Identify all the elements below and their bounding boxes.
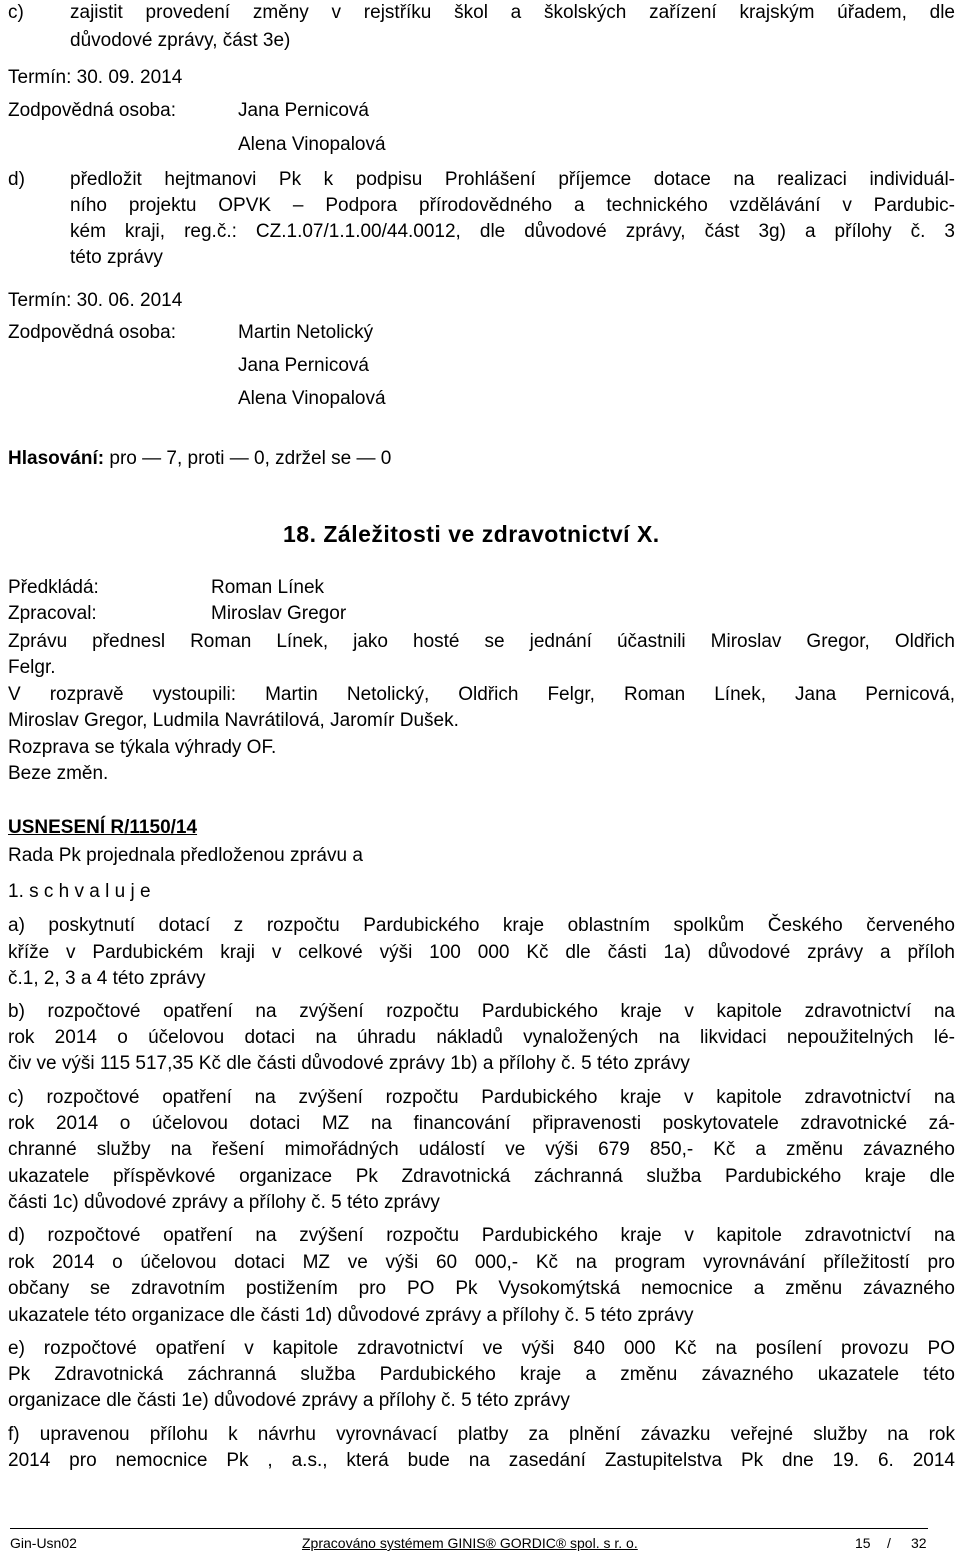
voting-result: pro — 7, proti — 0, zdržel se — 0 xyxy=(109,448,392,469)
resolution-a-line: a) poskytnutí dotací z rozpočtu Pardubického kraje oblastním spolkům Českého červeného xyxy=(8,915,955,936)
footer-page-current: 15 xyxy=(855,1535,871,1551)
item-c-deadline: Termín: 30. 09. 2014 xyxy=(8,67,183,88)
item-d-line4: této zprávy xyxy=(70,247,163,268)
resolution-d-line: ukazatele této organizace dle části 1d) důvodové zprávy a přílohy č. 5 této zprávy xyxy=(8,1305,694,1326)
resolution-c-line: chranné služby na řešení mimořádných událostí ve výši 679 850,- Kč a změnu závazného xyxy=(8,1139,955,1160)
presenter-label: Předkládá: xyxy=(8,577,99,598)
report-line: Zprávu přednesl Roman Línek, jako hosté se jednání účastnili Miroslav Gregor, Oldřich xyxy=(8,631,955,652)
item-d-line1: předložit hejtmanovi Pk k podpisu Prohlášení příjemce dotace na realizaci individuál- xyxy=(70,169,955,190)
footer-page-total: 32 xyxy=(911,1535,927,1551)
item-d-responsible-label: Zodpovědná osoba: xyxy=(8,322,176,343)
item-c-person: Alena Vinopalová xyxy=(238,134,386,155)
resolution-c-line: c) rozpočtové opatření na zvýšení rozpočtu Pardubického kraje v kapitole zdravotnictví na xyxy=(8,1087,955,1108)
resolution-f-line: f) upravenou přílohu k návrhu vyrovnávací platby za plnění závazku veřejné služby na rok xyxy=(8,1424,955,1445)
presenter-name: Roman Línek xyxy=(211,577,325,598)
resolution-a-line: kříže v Pardubickém kraji v celkové výši 100 000 Kč dle části 1a) důvodové zprávy a příloh xyxy=(8,942,955,963)
footer-page-separator: / xyxy=(887,1535,891,1551)
item-d-deadline: Termín: 30. 06. 2014 xyxy=(8,290,183,311)
resolution-c-line: ukazatele příspěvkové organizace Pk Zdravotnická záchranná služba Pardubického kraje dle xyxy=(8,1166,955,1187)
item-c-line1: zajistit provedení změny v rejstříku škol a školských zařízení krajským úřadem, dle xyxy=(70,2,955,23)
resolution-e-line: organizace dle části 1e) důvodové zprávy a přílohy č. 5 této zprávy xyxy=(8,1390,570,1411)
resolution-c-line: části 1c) důvodové zprávy a přílohy č. 5 této zprávy xyxy=(8,1192,440,1213)
resolution-d-line: rok 2014 o účelovou dotaci MZ ve výši 60 000,- Kč na program vyrovnávání příležitostí pro xyxy=(8,1252,955,1273)
changes-note: Beze změn. xyxy=(8,763,109,784)
voting-label: Hlasování: xyxy=(8,448,105,469)
resolution-d-line: d) rozpočtové opatření na zvýšení rozpočtu Pardubického kraje v kapitole zdravotnictví na xyxy=(8,1225,955,1246)
page-footer xyxy=(10,1528,928,1551)
item-d-letter: d) xyxy=(8,169,25,190)
item-d-person: Jana Pernicová xyxy=(238,355,369,376)
resolution-e-line: e) rozpočtové opatření v kapitole zdravotnictví ve výši 840 000 Kč na posílení provozu PO xyxy=(8,1338,955,1359)
resolution-b-line: rok 2014 o účelovou dotaci na úhradu nákladů vynaložených na likvidaci nepoužitelných lé- xyxy=(8,1027,955,1048)
section-title: 18. Záležitosti ve zdravotnictví X. xyxy=(283,521,660,547)
resolution-b-line: b) rozpočtové opatření na zvýšení rozpočtu Pardubického kraje v kapitole zdravotnictví na xyxy=(8,1001,955,1022)
resolution-f-line: 2014 pro nemocnice Pk , a.s., která bude na zasedání Zastupitelstva Pk dne 19. 6. 2014 xyxy=(8,1450,955,1471)
resolution-c-line: rok 2014 o účelovou dotaci MZ na financování připravenosti poskytovatele zdravotnické zá- xyxy=(8,1113,955,1134)
item-c-line2: důvodové zprávy, část 3e) xyxy=(70,30,291,51)
resolution-intro: Rada Pk projednala předloženou zprávu a xyxy=(8,845,363,866)
resolution-e-line: Pk Zdravotnická záchranná služba Pardubického kraje a změnu závazného ukazatele této xyxy=(8,1364,955,1385)
item-d-line3: kém kraji, reg.č.: CZ.1.07/1.1.00/44.0012, dle důvodové zprávy, část 3g) a přílohy č. 3 xyxy=(70,221,955,242)
item-d-person: Martin Netolický xyxy=(238,322,374,343)
resolution-a-line: č.1, 2, 3 a 4 této zprávy xyxy=(8,968,206,989)
item-c-person: Jana Pernicová xyxy=(238,100,369,121)
report-line: Felgr. xyxy=(8,657,56,678)
debate-line: V rozpravě vystoupili: Martin Netolický, Oldřich Felgr, Roman Línek, Jana Pernicová, xyxy=(8,684,955,705)
footer-doc-id: Gin-Usn02 xyxy=(10,1535,77,1551)
item-d-line2: ního projektu OPVK – Podpora přírodovědného a technického vzdělávání v Pardubic- xyxy=(70,195,955,216)
resolution-id: USNESENÍ R/1150/14 xyxy=(8,817,198,838)
footer-system: Zpracováno systémem GINIS® GORDIC® spol. s r. o. xyxy=(302,1535,638,1551)
author-name: Miroslav Gregor xyxy=(211,603,347,624)
resolution-b-line: čiv ve výši 115 517,35 Kč dle části důvodové zprávy 1b) a přílohy č. 5 této zprávy xyxy=(8,1053,690,1074)
resolution-approves: 1. s c h v a l u j e xyxy=(8,881,151,902)
item-d-person: Alena Vinopalová xyxy=(238,388,386,409)
item-c-letter: c) xyxy=(8,2,24,23)
voting xyxy=(8,448,391,470)
debate-line: Miroslav Gregor, Ludmila Navrátilová, Jaromír Dušek. xyxy=(8,710,459,731)
author-label: Zpracoval: xyxy=(8,603,97,624)
debate-topic: Rozprava se týkala výhrady OF. xyxy=(8,737,277,758)
item-c-responsible-label: Zodpovědná osoba: xyxy=(8,100,176,121)
resolution-d-line: občany se zdravotním postižením pro PO Pk Vysokomýtská nemocnice a změnu závazného xyxy=(8,1278,955,1299)
